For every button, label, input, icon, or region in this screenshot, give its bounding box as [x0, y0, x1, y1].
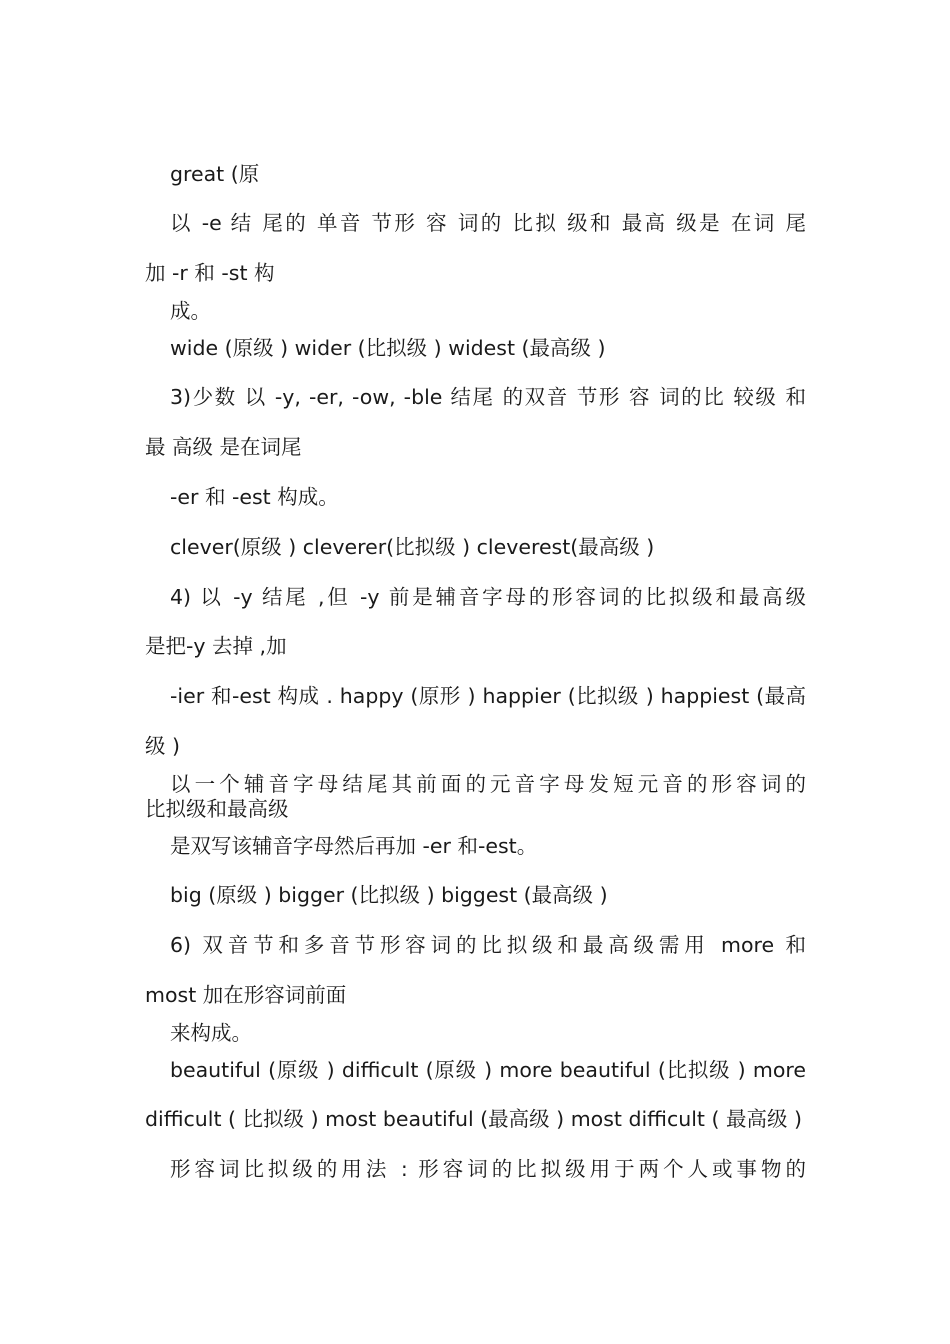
- text-line: 级 ): [145, 734, 181, 758]
- text-line: 形容词比拟级的用法 : 形容词的比拟级用于两个人或事物的: [170, 1157, 806, 1181]
- text-line: wide (原级 ) wider (比拟级 ) widest (最高级 ): [170, 336, 606, 360]
- text-line: great (原: [170, 162, 260, 186]
- text-line: 是双写该辅音字母然后再加 -er 和-est。: [170, 834, 538, 858]
- text-line: 3)少数 以 -y, -er, -ow, -ble 结尾 的双音 节形 容 词的比 较级 和: [170, 385, 806, 409]
- text-line: 以一个辅音字母结尾其前面的元音字母发短元音的形容词的: [170, 772, 806, 796]
- text-line: beautiful (原级 ) difficult (原级 ) more beautiful (比拟级 ) more: [170, 1058, 806, 1082]
- text-line: 以 -e 结 尾的 单音 节形 容 词的 比拟 级和 最高 级是 在词 尾: [170, 211, 806, 235]
- text-line: -er 和 -est 构成。: [170, 485, 339, 509]
- text-line: 加 -r 和 -st 构: [145, 261, 275, 285]
- text-line: clever(原级 ) cleverer(比拟级 ) cleverest(最高级 ): [170, 535, 655, 559]
- text-line: 来构成。: [170, 1021, 252, 1045]
- text-line: big (原级 ) bigger (比拟级 ) biggest (最高级 ): [170, 883, 608, 907]
- text-line: 成。: [170, 299, 211, 323]
- text-line: 比拟级和最高级: [145, 797, 289, 821]
- text-line: difficult ( 比拟级 ) most beautiful (最高级 ) most difficult ( 最高级 ): [145, 1107, 803, 1131]
- text-line: 4) 以 -y 结尾 ,但 -y 前是辅音字母的形容词的比拟级和最高级: [170, 585, 806, 609]
- text-line: 是把-y 去掉 ,加: [145, 634, 287, 658]
- text-line: 6) 双音节和多音节形容词的比拟级和最高级需用 more 和: [170, 933, 806, 957]
- text-line: 最 高级 是在词尾: [145, 435, 302, 459]
- text-line: -ier 和-est 构成 . happy (原形 ) happier (比拟级 ) happiest (最高: [170, 684, 806, 708]
- text-line: most 加在形容词前面: [145, 983, 347, 1007]
